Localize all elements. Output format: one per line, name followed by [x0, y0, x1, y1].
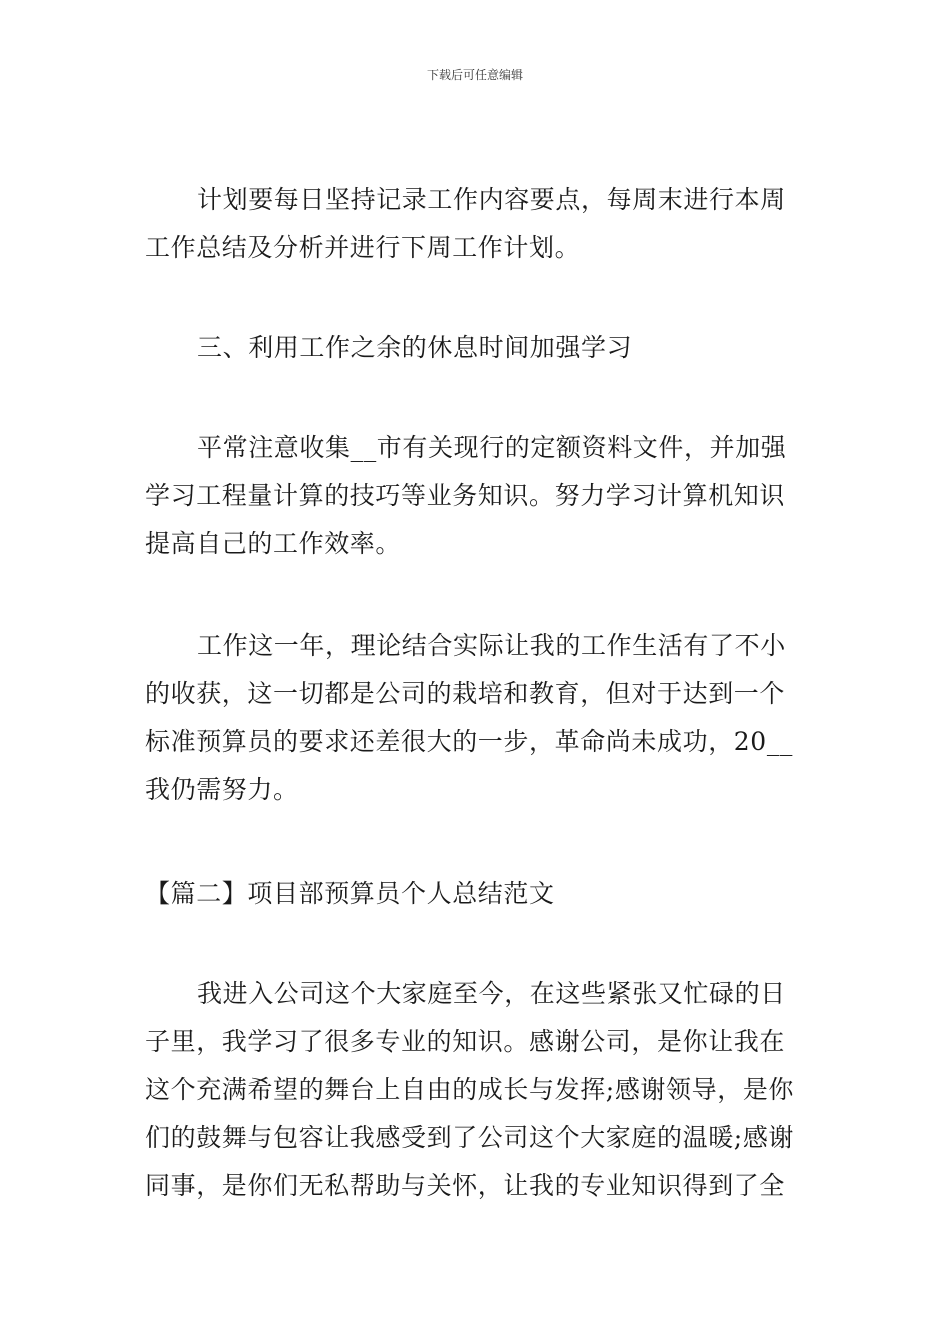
heading-text: 三、利用工作之余的休息时间加强学习: [197, 333, 633, 362]
text-line: 我仍需努力。: [145, 775, 299, 804]
text-line: 们的鼓舞与包容让我感受到了公司这个大家庭的温暖;感谢: [145, 1123, 795, 1152]
text-line: 计划要每日坚持记录工作内容要点，每周末进行本周: [197, 185, 786, 214]
section-heading-three: [145, 324, 810, 372]
section-title-part-two: [145, 870, 810, 918]
page-header-note: 下载后可任意编辑: [426, 68, 523, 82]
text-line: 标准预算员的要求还差很大的一步，革命尚未成功，20__: [145, 727, 794, 756]
text-line: 工作总结及分析并进行下周工作计划。: [145, 233, 581, 262]
text-line: 学习工程量计算的技巧等业务知识。努力学习计算机知识: [145, 481, 786, 510]
text-line: 我进入公司这个大家庭至今，在这些紧张又忙碌的日: [197, 979, 786, 1008]
paragraph-study: [145, 424, 810, 568]
text-line: 的收获，这一切都是公司的栽培和教育，但对于达到一个: [145, 679, 786, 708]
paragraph-gratitude: [145, 970, 810, 1210]
text-line: 子里，我学习了很多专业的知识。感谢公司，是你让我在: [145, 1027, 786, 1056]
text-line: 同事，是你们无私帮助与关怀，让我的专业知识得到了全: [145, 1171, 786, 1200]
text-line: 平常注意收集__市有关现行的定额资料文件，并加强: [197, 433, 787, 462]
paragraph-plan-continued: [145, 176, 810, 272]
text-line: 工作这一年，理论结合实际让我的工作生活有了不小: [197, 631, 786, 660]
text-line: 提高自己的工作效率。: [145, 529, 402, 558]
paragraph-year-summary: [145, 622, 810, 814]
text-line: 这个充满希望的舞台上自由的成长与发挥;感谢领导，是你: [145, 1075, 795, 1104]
section-title-text: 【篇二】项目部预算员个人总结范文: [145, 879, 555, 908]
